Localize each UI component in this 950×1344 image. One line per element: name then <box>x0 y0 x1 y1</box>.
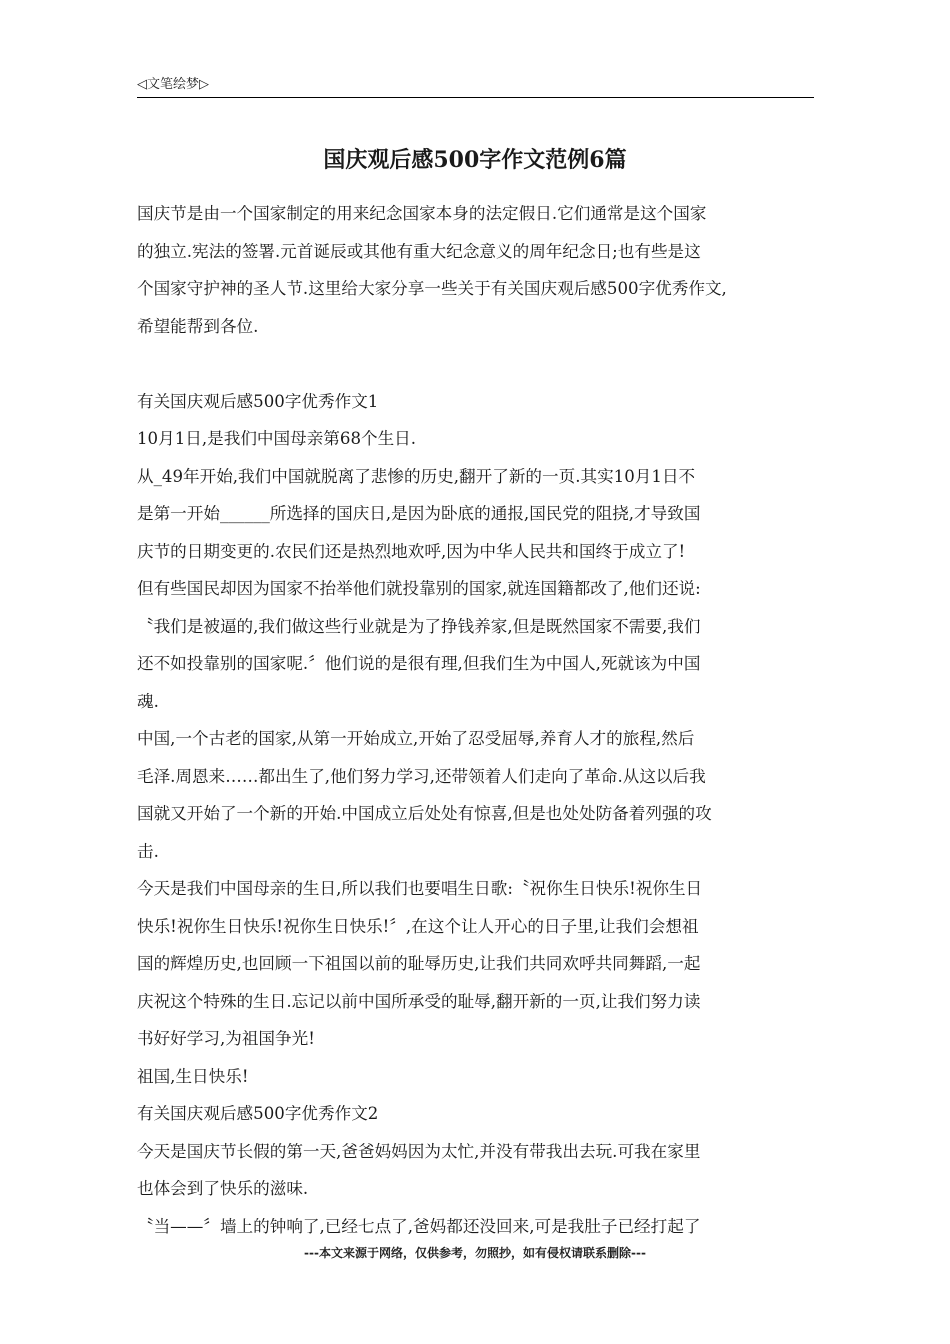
text-line: 国庆节是由一个国家制定的用来纪念国家本身的法定假日.它们通常是这个国家 <box>137 204 707 223</box>
text-line: 书好好学习,为祖国争光! <box>137 1029 315 1048</box>
text-line: 是第一开始______所选择的国庆日,是因为卧底的通报,国民党的阻挠,才导致国 <box>137 504 701 523</box>
text-line: 〝当——〞墙上的钟响了,已经七点了,爸妈都还没回来,可是我肚子已经打起了 <box>137 1216 701 1236</box>
paragraph-gap <box>137 345 827 383</box>
text-line: 庆节的日期变更的.农民们还是热烈地欢呼,因为中华人民共和国终于成立了! <box>137 541 686 561</box>
text-line: 有关国庆观后感500字优秀作文2 <box>137 1104 379 1123</box>
text-line: 还不如投靠别的国家呢.〞他们说的是很有理,但我们生为中国人,死就该为中国 <box>137 654 701 673</box>
text-line: 今天是我们中国母亲的生日,所以我们也要唱生日歌:〝祝你生日快乐!祝你生日 <box>137 879 703 898</box>
text-line: 中国,一个古老的国家,从第一开始成立,开始了忍受屈辱,养育人才的旅程,然后 <box>137 729 695 748</box>
text-line: 祖国,生日快乐! <box>137 1066 249 1086</box>
text-line: 击. <box>137 841 159 861</box>
text-line: 的独立.宪法的签署.元首诞辰或其他有重大纪念意义的周年纪念日;也有些是这 <box>137 241 701 261</box>
text-line: 也体会到了快乐的滋味. <box>137 1179 309 1198</box>
text-line: 今天是国庆节长假的第一天,爸爸妈妈因为太忙,并没有带我出去玩.可我在家里 <box>137 1141 701 1161</box>
text-line: 国就又开始了一个新的开始.中国成立后处处有惊喜,但是也处处防备着列强的攻 <box>137 804 712 823</box>
text-line: 希望能帮到各位. <box>137 316 259 336</box>
text-line: 魂. <box>137 691 159 711</box>
text-line: 从_49年开始,我们中国就脱离了悲惨的历史,翻开了新的一页.其实10月1日不 <box>137 466 696 486</box>
document-title: 国庆观后感500字作文范例6篇 <box>323 147 627 173</box>
text-line: 庆祝这个特殊的生日.忘记以前中国所承受的耻辱,翻开新的一页,让我们努力读 <box>137 991 701 1011</box>
document-header: ◁文笔绘梦▷ <box>137 77 209 92</box>
text-line: 毛泽.周恩来……都出生了,他们努力学习,还带领着人们走向了革命.从这以后我 <box>137 766 706 786</box>
document-body <box>137 195 827 1245</box>
header-divider <box>137 97 814 98</box>
text-line: 个国家守护神的圣人节.这里给大家分享一些关于有关国庆观后感500字优秀作文, <box>137 279 727 298</box>
text-line: 但有些国民却因为国家不抬举他们就投靠别的国家,就连国籍都改了,他们还说: <box>137 579 701 598</box>
text-line: 10月1日,是我们中国母亲第68个生日. <box>137 429 417 448</box>
text-line: 〝我们是被逼的,我们做这些行业就是为了挣钱养家,但是既然国家不需要,我们 <box>137 616 701 636</box>
text-line: 有关国庆观后感500字优秀作文1 <box>137 391 379 411</box>
footer-disclaimer: ---本文来源于网络，仅供参考，勿照抄，如有侵权请联系删除--- <box>304 1246 646 1260</box>
text-line: 快乐!祝你生日快乐!祝你生日快乐!〞,在这个让人开心的日子里,让我们会想祖 <box>137 916 699 936</box>
text-line: 国的辉煌历史,也回顾一下祖国以前的耻辱历史,让我们共同欢呼共同舞蹈,一起 <box>137 954 701 973</box>
